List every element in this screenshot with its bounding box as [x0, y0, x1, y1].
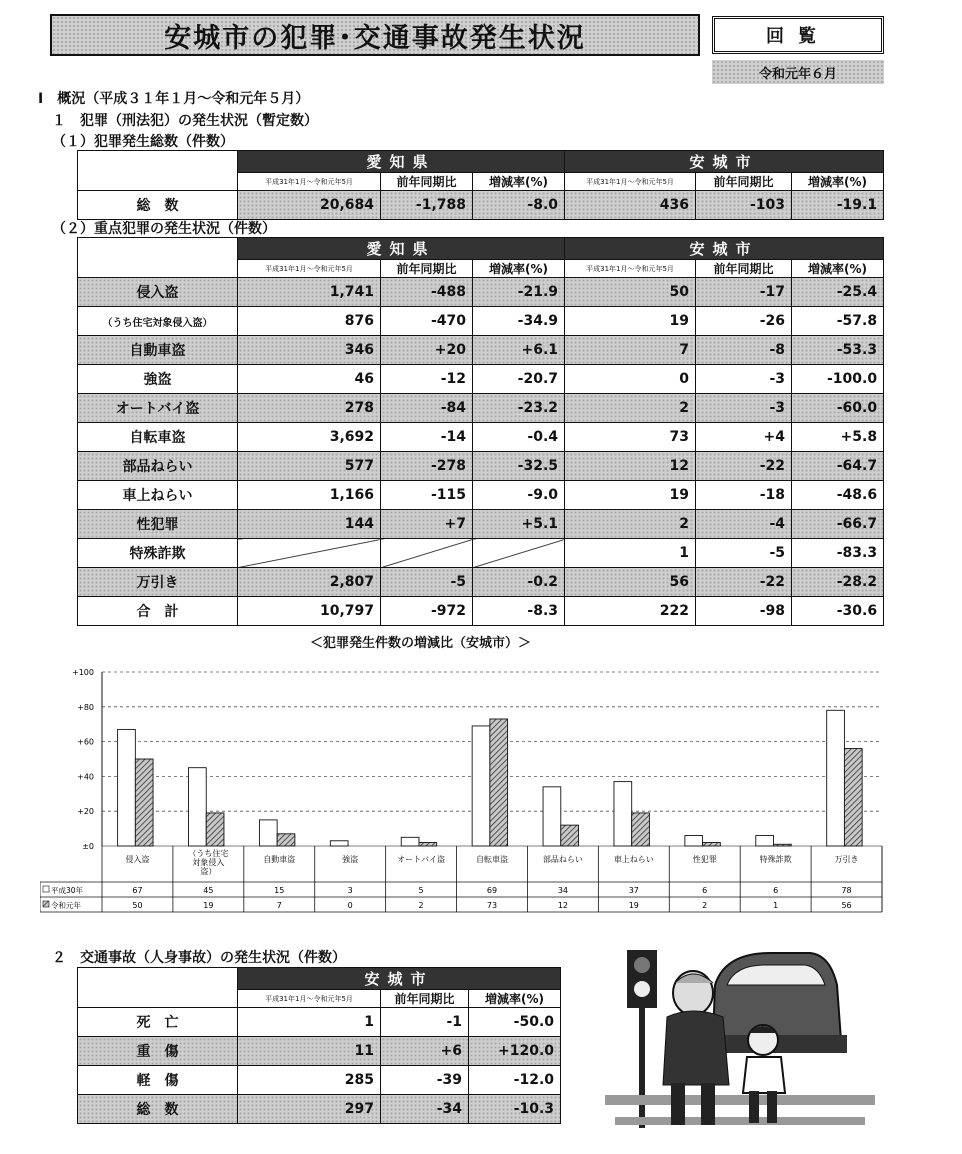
row-label: 性犯罪 — [78, 510, 238, 539]
bar-r1 — [135, 759, 153, 846]
category-label: 部品ねらい — [542, 855, 583, 864]
cell-value: -8.0 — [473, 191, 565, 220]
bar-r1 — [632, 813, 650, 846]
row-label: 重 傷 — [78, 1037, 238, 1066]
cell-value: -12.0 — [469, 1066, 561, 1095]
bar-r1 — [419, 843, 437, 846]
cell-value: 2,807 — [238, 568, 381, 597]
table-row — [78, 336, 884, 365]
cell-value: -1,788 — [381, 191, 473, 220]
key-crime-heading: （２）重点犯罪の発生状況（件数） — [52, 221, 276, 237]
cell-value: -21.9 — [473, 278, 565, 307]
cell-value: +5.8 — [792, 423, 884, 452]
table-row — [78, 597, 884, 626]
rate-header: 増減率(%) — [473, 260, 565, 278]
page-title: 安城市の犯罪･交通事故発生状況 — [50, 14, 700, 56]
cell-value: -4 — [696, 510, 792, 539]
category-label: 自動車盗 — [263, 855, 296, 864]
cell-value: -8 — [696, 336, 792, 365]
cell-value: -23.2 — [473, 394, 565, 423]
cell-value: -32.5 — [473, 452, 565, 481]
row-label: 車上ねらい — [78, 481, 238, 510]
bar-r1 — [774, 844, 792, 846]
data-label: 56 — [841, 901, 852, 910]
period-header: 平成31年1月～令和元年5月 — [238, 990, 381, 1008]
data-label: 7 — [276, 901, 282, 910]
cell-value: +6 — [381, 1037, 469, 1066]
cell-value: -30.6 — [792, 597, 884, 626]
legend-label: 令和元年 — [51, 901, 81, 910]
cell-value: -20.7 — [473, 365, 565, 394]
cell-value: 876 — [238, 307, 381, 336]
data-label: 19 — [628, 901, 639, 910]
corner-cell — [78, 151, 238, 191]
cell-value: 11 — [238, 1037, 381, 1066]
cell-value: 3,692 — [238, 423, 381, 452]
yoy-header: 前年同期比 — [381, 990, 469, 1008]
cell-value: -10.3 — [469, 1095, 561, 1124]
bar-r1 — [490, 719, 508, 846]
cell-value: -0.2 — [473, 568, 565, 597]
data-label: 2 — [702, 901, 708, 910]
row-label: 死 亡 — [78, 1008, 238, 1037]
cell-value: 144 — [238, 510, 381, 539]
cell-value: 56 — [565, 568, 696, 597]
issue-date: 令和元年６月 — [712, 60, 884, 84]
area-header-anjo: 安城市 — [238, 968, 561, 990]
cell-value: -12 — [381, 365, 473, 394]
data-label: 50 — [132, 901, 143, 910]
row-label: 強盗 — [78, 365, 238, 394]
y-tick-label: +80 — [77, 702, 94, 712]
crime-heading: １ 犯罪（刑法犯）の発生状況（暫定数） — [52, 113, 318, 129]
cell-value: 10,797 — [238, 597, 381, 626]
row-label: 特殊詐欺 — [78, 539, 238, 568]
cell-value: 73 — [565, 423, 696, 452]
cell-value: -278 — [381, 452, 473, 481]
period-header: 平成31年1月～令和元年5月 — [565, 173, 696, 191]
data-label: 34 — [557, 886, 569, 895]
cell-value: -48.6 — [792, 481, 884, 510]
cell-value: -5 — [381, 568, 473, 597]
data-label: 2 — [418, 901, 424, 910]
cell-value: +20 — [381, 336, 473, 365]
cell-value: 278 — [238, 394, 381, 423]
cell-value: -3 — [696, 394, 792, 423]
cell-value: -115 — [381, 481, 473, 510]
bar-h30 — [330, 841, 348, 846]
table-row — [78, 365, 884, 394]
cell-value: -50.0 — [469, 1008, 561, 1037]
cell-value: 285 — [238, 1066, 381, 1095]
category-label: 強盗 — [342, 855, 359, 864]
cell-value: -103 — [696, 191, 792, 220]
yoy-header: 前年同期比 — [696, 173, 792, 191]
cell-value: -18 — [696, 481, 792, 510]
crime-ratio-chart — [40, 660, 890, 915]
pedestrian-illustration — [605, 945, 875, 1135]
rate-header: 増減率(%) — [473, 173, 565, 191]
row-label: 部品ねらい — [78, 452, 238, 481]
legend-swatch — [43, 886, 49, 892]
data-label: 12 — [557, 901, 569, 910]
cell-value: 436 — [565, 191, 696, 220]
cell-value: -53.3 — [792, 336, 884, 365]
cell-value: -470 — [381, 307, 473, 336]
cell-value: 0 — [565, 365, 696, 394]
category-label: 侵入盗 — [125, 855, 150, 864]
bar-r1 — [844, 749, 862, 846]
cell-value: -5 — [696, 539, 792, 568]
cell-value: 19 — [565, 307, 696, 336]
cell-value: -22 — [696, 568, 792, 597]
crime-total-heading: （１）犯罪発生総数（件数） — [52, 134, 234, 150]
cell-value: 222 — [565, 597, 696, 626]
category-label: オートバイ盗 — [397, 855, 446, 864]
cell-value: -17 — [696, 278, 792, 307]
rate-header: 増減率(%) — [469, 990, 561, 1008]
data-label: 78 — [841, 886, 852, 895]
row-label: 万引き — [78, 568, 238, 597]
y-tick-label: +60 — [77, 737, 94, 747]
crosswalk-icon — [605, 1095, 875, 1125]
data-label: 67 — [132, 886, 143, 895]
table-row — [78, 452, 884, 481]
cell-value: -3 — [696, 365, 792, 394]
cell-value — [238, 539, 381, 568]
cell-value: 1 — [238, 1008, 381, 1037]
bar-h30 — [472, 726, 490, 846]
bar-h30 — [189, 768, 207, 846]
table-row — [78, 1095, 561, 1124]
yoy-header: 前年同期比 — [381, 173, 473, 191]
cell-value: -488 — [381, 278, 473, 307]
y-tick-label: ±0 — [82, 842, 94, 851]
data-label: 15 — [274, 886, 285, 895]
table-row — [78, 481, 884, 510]
cell-value: +4 — [696, 423, 792, 452]
bar-h30 — [259, 820, 277, 846]
traffic-table — [77, 967, 561, 1124]
cell-value: -14 — [381, 423, 473, 452]
bar-r1 — [561, 825, 579, 846]
area-header-aichi: 愛知県 — [238, 238, 565, 260]
data-label: 69 — [486, 886, 498, 895]
cell-value: -25.4 — [792, 278, 884, 307]
rate-header: 増減率(%) — [792, 173, 884, 191]
cell-value: -66.7 — [792, 510, 884, 539]
bar-h30 — [118, 729, 136, 846]
cell-value: 2 — [565, 510, 696, 539]
key-crime-table — [77, 237, 884, 626]
y-tick-label: +20 — [77, 807, 94, 817]
legend-swatch — [43, 901, 49, 907]
area-header-anjo: 安城市 — [565, 238, 884, 260]
cell-value: +120.0 — [469, 1037, 561, 1066]
table-row — [78, 394, 884, 423]
period-header: 平成31年1月～令和元年5月 — [238, 173, 381, 191]
cell-value: 297 — [238, 1095, 381, 1124]
cell-value: -28.2 — [792, 568, 884, 597]
overview-heading: Ⅰ 概況（平成３１年１月～令和元年５月） — [38, 91, 310, 107]
bar-h30 — [543, 787, 561, 846]
cell-value: +5.1 — [473, 510, 565, 539]
cell-value: -83.3 — [792, 539, 884, 568]
circulation-stamp: 回覧 — [712, 16, 884, 54]
cell-value: 46 — [238, 365, 381, 394]
chart-title: ＜犯罪発生件数の増減比（安城市）＞ — [310, 636, 532, 651]
corner-cell — [78, 968, 238, 1008]
data-label: 45 — [203, 886, 214, 895]
cell-value — [381, 539, 473, 568]
data-label: 37 — [628, 886, 639, 895]
data-label: 6 — [773, 886, 779, 895]
cell-value: 19 — [565, 481, 696, 510]
cell-value: -84 — [381, 394, 473, 423]
data-label: 1 — [773, 901, 779, 910]
category-label: 性犯罪 — [692, 855, 717, 864]
data-label: 5 — [418, 886, 424, 895]
cell-value: -39 — [381, 1066, 469, 1095]
category-label: （うち住宅対象侵入盗） — [188, 849, 229, 876]
cell-value: 346 — [238, 336, 381, 365]
cell-value: -0.4 — [473, 423, 565, 452]
cell-value: 50 — [565, 278, 696, 307]
cell-value: +7 — [381, 510, 473, 539]
row-label: 総 数 — [78, 1095, 238, 1124]
bar-h30 — [614, 782, 632, 846]
bar-r1 — [206, 813, 224, 846]
cell-value: 1,741 — [238, 278, 381, 307]
rate-header: 増減率(%) — [792, 260, 884, 278]
y-tick-label: +100 — [72, 668, 94, 677]
cell-value: -64.7 — [792, 452, 884, 481]
data-label: 0 — [347, 901, 353, 910]
area-header-anjo: 安城市 — [565, 151, 884, 173]
bar-h30 — [401, 837, 419, 846]
cell-value: -34.9 — [473, 307, 565, 336]
cell-value: +6.1 — [473, 336, 565, 365]
child-icon — [743, 1025, 785, 1123]
yoy-header: 前年同期比 — [696, 260, 792, 278]
table-row — [78, 1066, 561, 1095]
table-row — [78, 1037, 561, 1066]
crime-total-table — [77, 150, 884, 220]
category-label: 自転車盗 — [476, 855, 508, 864]
cell-value: 577 — [238, 452, 381, 481]
table-row — [78, 423, 884, 452]
cell-value: -19.1 — [792, 191, 884, 220]
cell-value: 2 — [565, 394, 696, 423]
period-header: 平成31年1月～令和元年5月 — [238, 260, 381, 278]
cell-value: -972 — [381, 597, 473, 626]
category-label: 特殊詐欺 — [759, 855, 792, 864]
table-row — [78, 568, 884, 597]
row-label: （うち住宅対象侵入盗） — [78, 307, 238, 336]
row-label: 軽 傷 — [78, 1066, 238, 1095]
cell-value: -26 — [696, 307, 792, 336]
bar-h30 — [827, 710, 845, 846]
data-label: 19 — [203, 901, 214, 910]
data-label: 73 — [486, 901, 498, 910]
legend-label: 平成30年 — [51, 886, 84, 895]
cell-value: -60.0 — [792, 394, 884, 423]
row-label: 侵入盗 — [78, 278, 238, 307]
row-label: 自転車盗 — [78, 423, 238, 452]
cell-value: 12 — [565, 452, 696, 481]
row-label: オートバイ盗 — [78, 394, 238, 423]
cell-value: 1,166 — [238, 481, 381, 510]
bar-h30 — [685, 836, 703, 846]
cell-value: -34 — [381, 1095, 469, 1124]
cell-value: -1 — [381, 1008, 469, 1037]
bar-h30 — [756, 836, 774, 846]
row-label: 合 計 — [78, 597, 238, 626]
cell-value: -22 — [696, 452, 792, 481]
corner-cell — [78, 238, 238, 278]
category-label: 車上ねらい — [613, 855, 654, 864]
period-header: 平成31年1月～令和元年5月 — [565, 260, 696, 278]
cell-value: 1 — [565, 539, 696, 568]
y-tick-label: +40 — [77, 772, 94, 782]
table-row — [78, 510, 884, 539]
yoy-header: 前年同期比 — [381, 260, 473, 278]
bar-r1 — [703, 843, 721, 846]
category-label: 万引き — [834, 855, 859, 864]
area-header-aichi: 愛知県 — [238, 151, 565, 173]
cell-value: -100.0 — [792, 365, 884, 394]
data-label: 6 — [702, 886, 708, 895]
bar-r1 — [277, 834, 295, 846]
row-label: 総 数 — [78, 191, 238, 220]
cell-value — [473, 539, 565, 568]
table-row — [78, 1008, 561, 1037]
cell-value: -57.8 — [792, 307, 884, 336]
cell-value: -8.3 — [473, 597, 565, 626]
row-label: 自動車盗 — [78, 336, 238, 365]
table-row — [78, 539, 884, 568]
data-label: 3 — [347, 886, 353, 895]
cell-value: -9.0 — [473, 481, 565, 510]
table-row — [78, 278, 884, 307]
cell-value: -98 — [696, 597, 792, 626]
cell-value: 20,684 — [238, 191, 381, 220]
table-row — [78, 307, 884, 336]
cell-value: 7 — [565, 336, 696, 365]
traffic-heading: ２ 交通事故（人身事故）の発生状況（件数） — [52, 950, 346, 966]
